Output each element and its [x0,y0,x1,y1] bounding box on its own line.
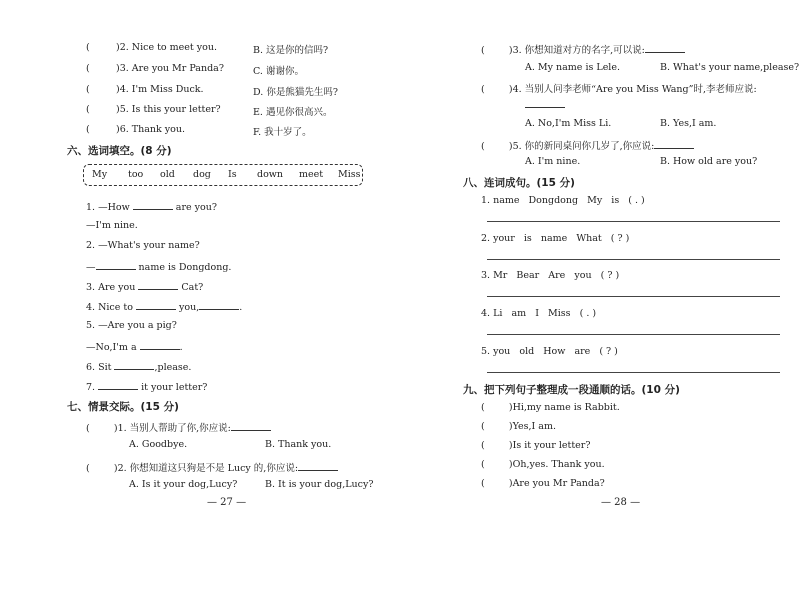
fill-item: 5. —Are you a pig? [86,320,177,331]
answer-blank[interactable] [138,280,178,290]
word-box-item: Is [228,169,237,180]
section-8-title: 八、连词成句。(15 分) [463,177,575,189]
question-4: ( )4. 当别人问李老师“Are you Miss Wang”时,李老师应说: [481,84,757,95]
order-sentence: ( )Is it your letter? [481,440,591,451]
word-box-item: meet [299,169,324,180]
fill-item: —I'm nine. [86,220,138,231]
answer-blank[interactable] [133,200,173,210]
answer-blank[interactable] [114,360,154,370]
answer-line[interactable] [487,296,780,297]
word-box-item: dog [193,169,211,180]
question-3: ( )3. 你想知道对方的名字,可以说: [481,42,685,56]
question-2: ( )2. 你想知道这只狗是不是 Lucy 的,你应说: [86,460,338,474]
question-1: ( )1. 当别人帮助了你,你应说: [86,420,271,434]
option-b: B. It is your dog,Lucy? [265,479,374,490]
answer-blank[interactable] [298,461,338,471]
option-a: A. No,I'm Miss Li. [525,118,612,129]
option-a: A. I'm nine. [525,156,581,167]
option-a: A. Is it your dog,Lucy? [129,479,238,490]
word-box-item: too [128,169,144,180]
fill-item: 7. it your letter? [86,382,208,393]
option-a: A. Goodbye. [129,439,188,450]
page-number: — 27 — [207,497,247,508]
scrambled-sentence: 5. you old How are ( ? ) [481,346,618,357]
option-a: A. My name is Lele. [525,62,620,73]
option-b: B. How old are you? [660,156,758,167]
scrambled-sentence: 3. Mr Bear Are you ( ? ) [481,270,620,281]
answer-line[interactable] [487,334,780,335]
word-box-item: old [160,169,175,180]
fill-item: 2. —What's your name? [86,240,200,251]
option-b: B. What's your name,please? [660,62,800,73]
answer-blank[interactable] [525,98,565,108]
answer-blank[interactable] [96,260,136,270]
word-box-item: My [92,169,108,180]
scrambled-sentence: 1. name Dongdong My is ( . ) [481,195,645,206]
order-sentence: ( )Hi,my name is Rabbit. [481,402,620,413]
fill-item: —No,I'm a . [86,342,183,353]
page-number: — 28 — [601,497,641,508]
fill-item: 1. —How are you? [86,202,217,213]
section-6-title: 六、选词填空。(8 分) [67,145,172,157]
section-7-title: 七、情景交际。(15 分) [67,401,179,413]
option-b: B. Yes,I am. [660,118,717,129]
answer-blank[interactable] [140,340,180,350]
answer-blank[interactable] [136,300,176,310]
fill-item: 3. Are you Cat? [86,282,204,293]
order-sentence: ( )Oh,yes. Thank you. [481,459,605,470]
option-b: B. Thank you. [265,439,332,450]
word-box [83,164,363,186]
question-5: ( )5. 你的新同桌问你几岁了,你应说: [481,138,694,152]
fill-item: 6. Sit ,please. [86,362,192,373]
fill-item: 4. Nice to you, . [86,302,243,313]
answer-line[interactable] [487,372,780,373]
order-sentence: ( )Yes,I am. [481,421,556,432]
answer-line[interactable] [487,221,780,222]
answer-line[interactable] [487,259,780,260]
section-9-title: 九、把下列句子整理成一段通顺的话。(10 分) [463,384,680,396]
order-sentence: ( )Are you Mr Panda? [481,478,605,489]
scrambled-sentence: 2. your is name What ( ? ) [481,233,630,244]
answer-blank[interactable] [645,43,685,53]
fill-item: — name is Dongdong. [86,262,232,273]
answer-blank[interactable] [199,300,239,310]
answer-blank[interactable] [654,139,694,149]
word-box-item: Miss [338,169,361,180]
answer-blank[interactable] [98,380,138,390]
scrambled-sentence: 4. Li am I Miss ( . ) [481,308,597,319]
answer-blank[interactable] [231,421,271,431]
word-box-item: down [257,169,284,180]
